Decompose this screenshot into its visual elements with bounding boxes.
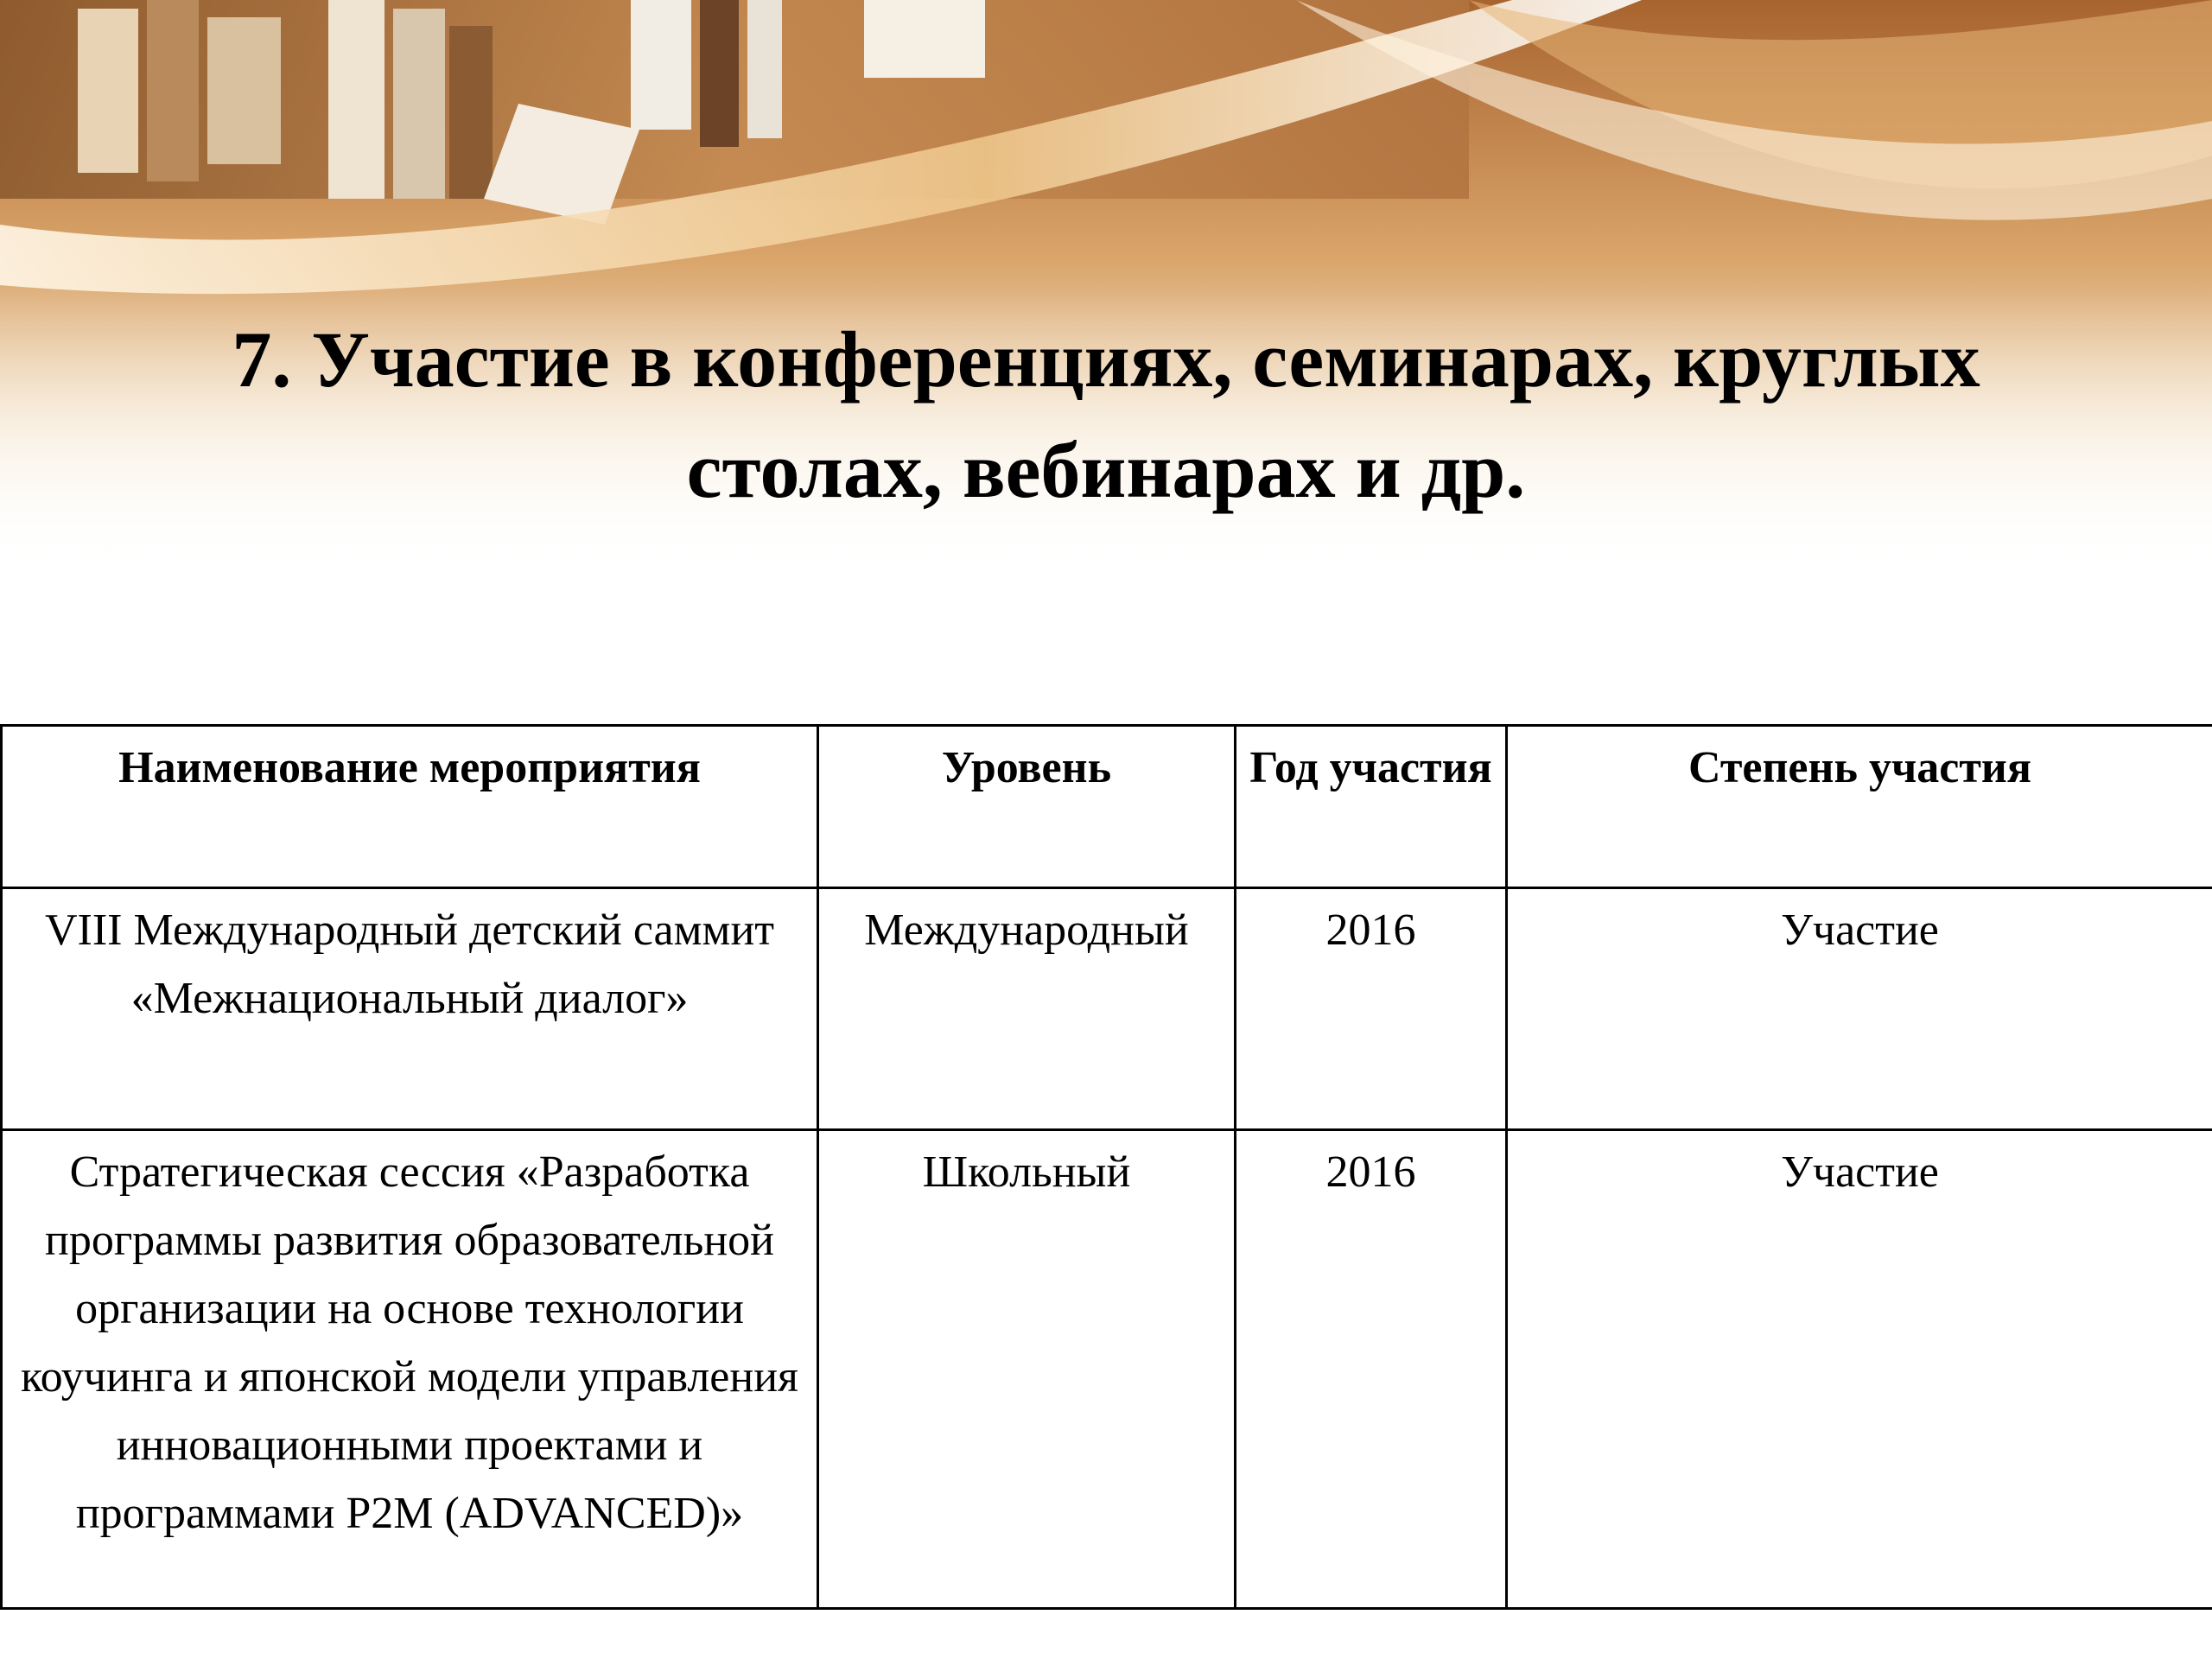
cell-level: Международный [818,888,1236,1130]
header-year: Год участия [1236,726,1507,888]
cell-participation: Участие [1507,1130,2212,1609]
events-table [0,724,2212,1610]
cell-participation: Участие [1507,888,2212,1130]
cell-level: Школьный [818,1130,1236,1609]
table-row [2,1130,2212,1609]
header-event-name: Наименование мероприятия [2,726,818,888]
slide-title [0,304,2212,525]
header-level: Уровень [818,726,1236,888]
cell-year: 2016 [1236,1130,1507,1609]
slide-title-line-1: 7. Участие в конференциях, семинарах, круглых [232,315,1980,404]
header-participation: Степень участия [1507,726,2212,888]
table-header-row [2,726,2212,888]
slide-title-line-2: столах, вебинарах и др. [686,426,1526,514]
cell-year: 2016 [1236,888,1507,1130]
cell-event-name: VIII Международный детский саммит «Межнациональный диалог» [2,888,818,1130]
cell-event-name: Стратегическая сессия «Разработка программы развития образовательной организации на основе технологии коучинга и японской модели управления инновационными проектами и программами P2M (ADVANCED)» [2,1130,818,1609]
table-row [2,888,2212,1130]
